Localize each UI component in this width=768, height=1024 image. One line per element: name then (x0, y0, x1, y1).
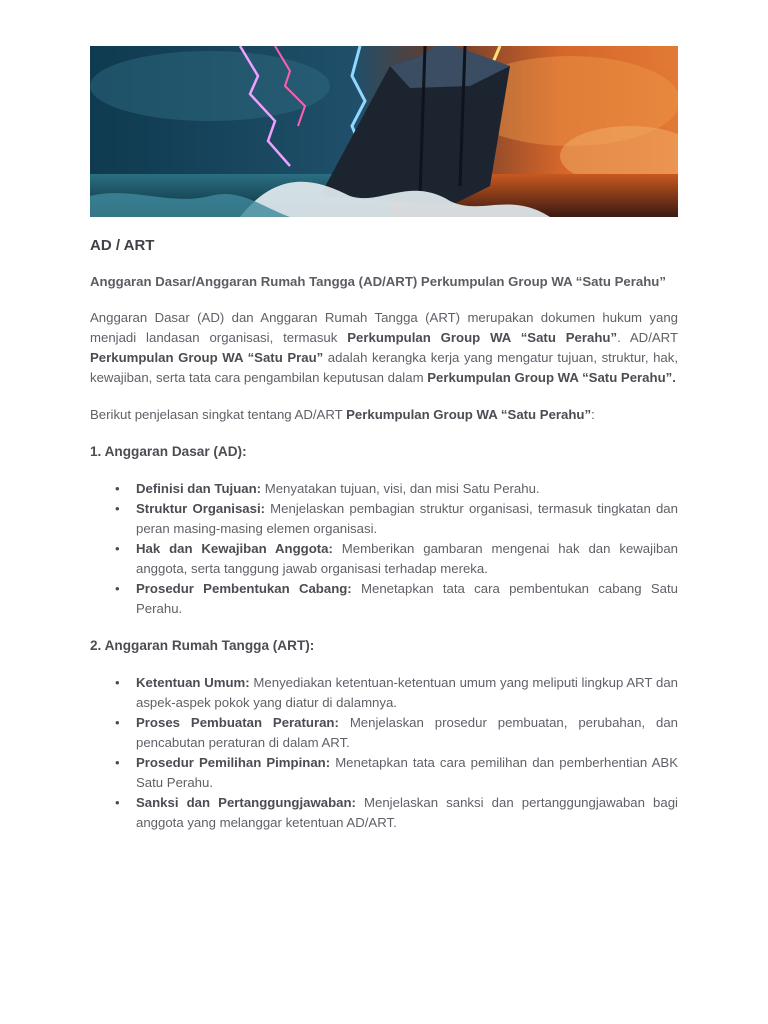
section-heading-art: 2. Anggaran Rumah Tangga (ART): (90, 638, 315, 653)
section-heading-ad: 1. Anggaran Dasar (AD): (90, 444, 247, 459)
list-item (115, 479, 678, 499)
summary-paragraph (90, 405, 678, 425)
list-item (115, 579, 678, 619)
intro-text-1: Anggaran Dasar (AD) dan Anggaran Rumah Tangga (ART) merupakan dokumen hukum yang menjadi landasan organisasi, termasuk (90, 310, 678, 345)
list-item-text: Menjelaskan pembagian struktur organisasi, termasuk tingkatan dan peran masing-masing elemen organisasi. (136, 501, 678, 536)
intro-bold-2: Perkumpulan Group WA “Satu Prau” (90, 350, 324, 365)
list-item-term: Prosedur Pembentukan Cabang: (136, 581, 352, 596)
art-list (90, 673, 678, 833)
list-item (115, 499, 678, 539)
bullet-icon: • (115, 675, 120, 690)
list-item-text: Menjelaskan sanksi dan pertanggungjawaban bagi anggota yang melanggar ketentuan AD/ART. (136, 795, 678, 830)
list-item (115, 673, 679, 713)
bullet-icon: • (115, 581, 120, 596)
summary-text-1: Berikut penjelasan singkat tentang AD/ART (90, 407, 347, 422)
list-item (115, 539, 678, 579)
hero-image (90, 46, 678, 217)
list-item-term: Sanksi dan Pertanggungjawaban: (136, 795, 356, 810)
intro-bold-1: Perkumpulan Group WA “Satu Perahu” (347, 330, 618, 345)
page-title: AD / ART (90, 237, 155, 254)
document-body (90, 236, 678, 850)
bullet-icon: • (115, 795, 120, 810)
intro-bold-3: Perkumpulan Group WA “Satu Perahu”. (427, 370, 676, 385)
bullet-icon: • (115, 715, 120, 730)
list-item-term: Hak dan Kewajiban Anggota: (136, 541, 333, 556)
list-item-term: Proses Pembuatan Peraturan: (136, 715, 339, 730)
ad-list (90, 479, 678, 619)
document-subtitle: Anggaran Dasar/Anggaran Rumah Tangga (AD/ART) Perkumpulan Group WA “Satu Perahu” (90, 274, 666, 289)
bullet-icon: • (115, 481, 120, 496)
list-item (115, 793, 678, 833)
list-item-text: Menyediakan ketentuan-ketentuan umum yang meliputi lingkup ART dan aspek-aspek pokok yang diatur di dalamnya. (136, 675, 679, 710)
bullet-icon: • (115, 541, 120, 556)
intro-paragraph (90, 308, 678, 388)
list-item (115, 753, 679, 793)
intro-text-2: . AD/ART (617, 330, 678, 345)
intro-text-3: adalah kerangka kerja yang mengatur tujuan, struktur, hak, kewajiban, serta tata cara pengambilan keputusan dalam (90, 350, 678, 385)
list-item (115, 713, 678, 753)
list-item-text: Menyatakan tujuan, visi, dan misi Satu Perahu. (261, 481, 540, 496)
list-item-text: Memberikan gambaran mengenai hak dan kewajiban anggota, serta tanggung jawab organisasi terhadap mereka. (136, 541, 678, 576)
bullet-icon: • (115, 501, 120, 516)
list-item-text: Menetapkan tata cara pemilihan dan pemberhentian ABK Satu Perahu. (136, 755, 679, 790)
list-item-term: Ketentuan Umum: (136, 675, 250, 690)
list-item-text: Menetapkan tata cara pembentukan cabang Satu Perahu. (136, 581, 678, 616)
list-item-term: Prosedur Pemilihan Pimpinan: (136, 755, 331, 770)
summary-bold: Perkumpulan Group WA “Satu Perahu” (346, 407, 592, 422)
bullet-icon: • (115, 755, 120, 770)
list-item-text: Menjelaskan prosedur pembuatan, perubahan, dan pencabutan peraturan di dalam ART. (136, 715, 678, 750)
list-item-term: Struktur Organisasi: (136, 501, 266, 516)
list-item-term: Definisi dan Tujuan: (136, 481, 262, 496)
summary-text-2: : (591, 407, 595, 422)
